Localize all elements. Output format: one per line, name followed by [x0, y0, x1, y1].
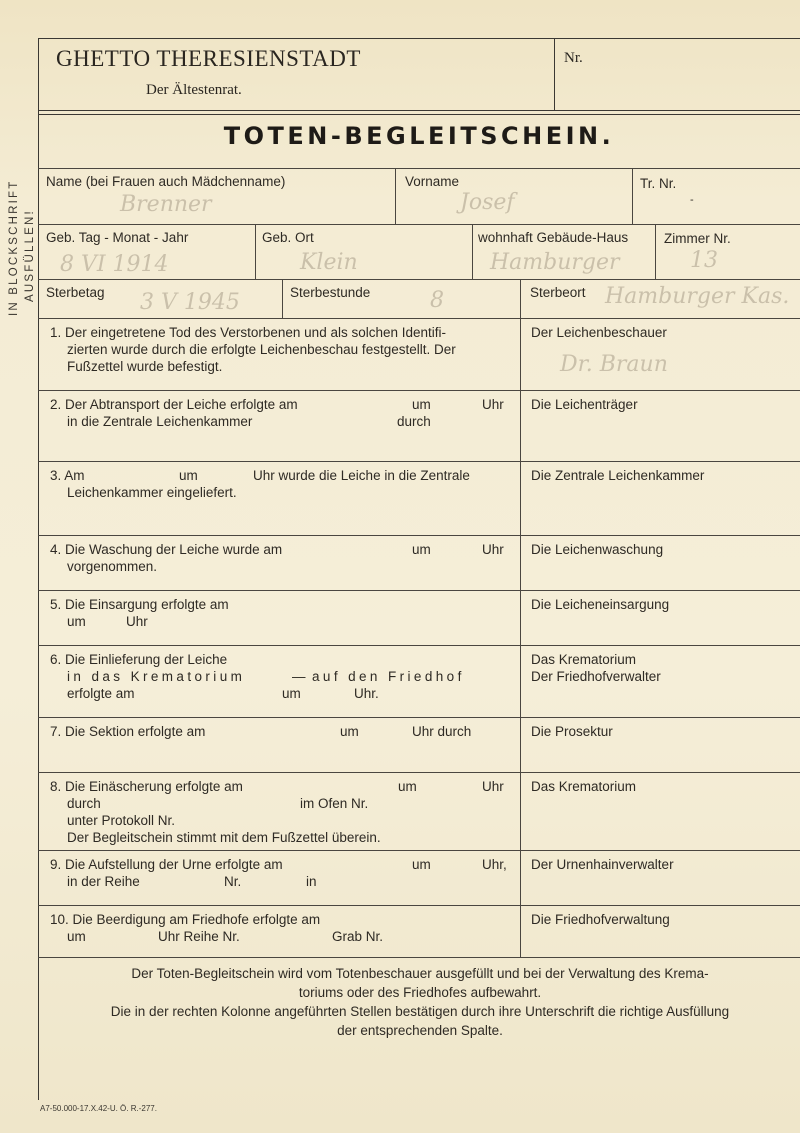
- procedure-row-7: [50, 723, 510, 740]
- row-line: [50, 668, 510, 685]
- grid-line: [255, 224, 256, 279]
- signatory-label: Der Urnenhainverwalter: [531, 857, 674, 872]
- procedure-row-9: [50, 856, 510, 890]
- row-line: [50, 467, 510, 484]
- procedure-row-1: [50, 324, 510, 375]
- signatory-4: [531, 541, 791, 558]
- row-text-segment: Uhr Reihe Nr.: [158, 929, 240, 944]
- signatory-label: Die Leichenwaschung: [531, 542, 664, 557]
- side-instruction-line-1: IN BLOCKSCHRIFT: [8, 179, 20, 316]
- grid-line: [655, 224, 656, 279]
- header-divider: [554, 38, 555, 110]
- row-line: [50, 558, 510, 575]
- grid-line: [38, 590, 800, 591]
- document-title: TOTEN-BEGLEITSCHEIN.: [223, 122, 615, 150]
- tr-nr-label: Tr. Nr.: [640, 176, 677, 191]
- row-text-segment: durch: [67, 796, 101, 811]
- footer-line-3: Die in der rechten Kolonne angeführten Stellen bestätigen durch ihre Unterschrift die richtige Ausfüllung: [110, 1004, 730, 1019]
- signature-value: Dr. Braun: [560, 352, 668, 377]
- row-text-segment: Der Begleitschein stimmt mit dem Fußzettel überein.: [67, 830, 381, 845]
- grid-line: [38, 535, 800, 536]
- row-line: [50, 358, 510, 375]
- grid-line: [38, 168, 800, 169]
- geb-tag-label: Geb. Tag - Monat - Jahr: [46, 230, 189, 245]
- row-text-segment: 6. Die Einlieferung der Leiche: [50, 652, 228, 667]
- zimmer-value: 13: [690, 248, 718, 273]
- vorname-label: Vorname: [405, 174, 460, 189]
- name-value: Brenner: [120, 192, 212, 217]
- signatory-label: Das Krematorium: [531, 652, 637, 667]
- row-line: [50, 685, 510, 702]
- signatory-label: Das Krematorium: [531, 779, 637, 794]
- row-text-segment: um: [412, 857, 431, 872]
- row-text-segment: um: [412, 397, 431, 412]
- row-text-segment: erfolgte am: [67, 686, 135, 701]
- signatory-8: [531, 778, 791, 795]
- sterbetag-value: 3 V 1945: [140, 290, 240, 315]
- grid-line: [38, 279, 800, 280]
- ghetto-title: GHETTO THERESIENSTADT: [56, 46, 361, 71]
- grid-line: [395, 168, 396, 224]
- row-line: [50, 778, 510, 795]
- grid-line: [472, 224, 473, 279]
- row-text-segment: Nr.: [224, 874, 242, 889]
- signatory-label: Die Friedhofverwaltung: [531, 912, 670, 927]
- signatory-label: Der Leichenbeschauer: [531, 325, 667, 340]
- procedure-row-8: [50, 778, 510, 846]
- row-text-segment: um: [67, 614, 86, 629]
- row-line: [50, 795, 510, 812]
- row-text-segment: Leichenkammer eingeliefert.: [67, 485, 237, 500]
- row-text-segment: Uhr durch: [412, 724, 472, 739]
- row-text-segment: 2. Der Abtransport der Leiche erfolgte am: [50, 397, 298, 412]
- nr-label: Nr.: [564, 50, 583, 66]
- grid-line: [38, 957, 800, 958]
- sterbestunde-value: 8: [430, 288, 444, 313]
- grid-line: [38, 461, 800, 462]
- grid-line: [282, 279, 283, 318]
- row-text-segment: Grab Nr.: [332, 929, 384, 944]
- signatory-label: Die Prosektur: [531, 724, 613, 739]
- row-text-segment: 8. Die Einäscherung erfolgte am: [50, 779, 243, 794]
- row-text-segment: zierten wurde durch die erfolgte Leichenbeschau festgestellt. Der: [67, 342, 456, 357]
- form-header: [38, 38, 800, 110]
- row-line: [50, 413, 510, 430]
- geb-tag-value: 8 VI 1914: [60, 252, 169, 277]
- procedure-row-6: [50, 651, 510, 702]
- print-code: A7-50.000-17.X.42-U. Ö. R.-277.: [40, 1104, 157, 1113]
- grid-line: [38, 318, 800, 319]
- row-text-segment: 4. Die Waschung der Leiche wurde am: [50, 542, 283, 557]
- procedure-row-3: [50, 467, 510, 501]
- sterbeort-label: Sterbeort: [530, 285, 586, 300]
- row-text-segment: um: [340, 724, 359, 739]
- wohnhaft-label: wohnhaft Gebäude-Haus: [478, 230, 629, 245]
- row-text-segment: um: [398, 779, 417, 794]
- geb-ort-value: Klein: [300, 250, 358, 275]
- signatory-2: [531, 396, 791, 413]
- row-text-segment: 3. Am: [50, 468, 85, 483]
- side-instruction-line-2: AUSFÜLLEN!: [24, 209, 36, 302]
- grid-line: [38, 390, 800, 391]
- row-line: [50, 723, 510, 740]
- procedure-row-2: [50, 396, 510, 430]
- signatory-5: [531, 596, 791, 613]
- row-text-segment: um: [179, 468, 198, 483]
- row-text-segment: vorgenommen.: [67, 559, 158, 574]
- signatory-7: [531, 723, 791, 740]
- footer-line-4: der entsprechenden Spalte.: [337, 1023, 503, 1038]
- row-line: [50, 324, 510, 341]
- row-text-segment: Uhr: [482, 542, 504, 557]
- row-text-segment: in der Reihe: [67, 874, 140, 889]
- row-text-segment: in: [306, 874, 317, 889]
- sterbeort-value: Hamburger Kas.: [605, 284, 790, 309]
- header-rule-1: [38, 110, 800, 111]
- row-text-segment: Uhr: [126, 614, 148, 629]
- zimmer-label: Zimmer Nr.: [664, 231, 731, 246]
- row-text-segment: Fußzettel wurde befestigt.: [67, 359, 223, 374]
- footer-line-1: Der Toten-Begleitschein wird vom Totenbeschauer ausgefüllt und bei der Verwaltung des Krema-: [131, 966, 709, 981]
- row-text-segment: unter Protokoll Nr.: [67, 813, 176, 828]
- grid-line: [632, 168, 633, 224]
- sterbestunde-label: Sterbestunde: [290, 285, 371, 300]
- row-text-segment: 7. Die Sektion erfolgte am: [50, 724, 206, 739]
- row-line: [50, 856, 510, 873]
- row-text-segment: 5. Die Einsargung erfolgte am: [50, 597, 229, 612]
- sterbetag-label: Sterbetag: [46, 285, 105, 300]
- grid-line: [38, 224, 800, 225]
- grid-line: [38, 645, 800, 646]
- signatory-10: [531, 911, 791, 928]
- row-line: [50, 829, 510, 846]
- row-text-segment: Uhr: [482, 397, 504, 412]
- header-rule-2: [38, 114, 800, 115]
- row-text-segment: in die Zentrale Leichenkammer: [67, 414, 253, 429]
- tr-nr-value: -: [690, 194, 694, 206]
- signatory-label: Die Leicheneinsargung: [531, 597, 670, 612]
- row-text-segment: durch: [397, 414, 431, 429]
- name-label: Name (bei Frauen auch Mädchenname): [46, 174, 286, 189]
- row-line: [50, 396, 510, 413]
- row-text-segment: Uhr,: [482, 857, 507, 872]
- grid-line: [520, 279, 521, 957]
- row-text-segment: —: [292, 669, 306, 684]
- signatory-label: Der Friedhofverwalter: [531, 669, 661, 684]
- row-line: [50, 651, 510, 668]
- grid-line: [38, 905, 800, 906]
- geb-ort-label: Geb. Ort: [262, 230, 314, 245]
- vorname-value: Josef: [460, 190, 515, 215]
- procedure-row-4: [50, 541, 510, 575]
- row-line: [50, 911, 510, 928]
- wohnhaft-value: Hamburger: [490, 250, 620, 275]
- procedure-row-10: [50, 911, 510, 945]
- signatory-label: Die Leichenträger: [531, 397, 638, 412]
- signatory-6: [531, 651, 791, 685]
- row-line: [50, 613, 510, 630]
- procedure-row-5: [50, 596, 510, 630]
- row-text-segment: in das Krematorium: [67, 669, 246, 684]
- row-text-segment: 10. Die Beerdigung am Friedhofe erfolgte am: [50, 912, 321, 927]
- row-line: [50, 873, 510, 890]
- footer-line-2: toriums oder des Friedhofes aufbewahrt.: [298, 985, 542, 1000]
- row-text-segment: Uhr wurde die Leiche in die Zentrale: [253, 468, 470, 483]
- grid-line: [38, 850, 800, 851]
- signatory-3: [531, 467, 791, 484]
- row-text-segment: Uhr.: [354, 686, 379, 701]
- row-line: [50, 928, 510, 945]
- council-subtitle: Der Ältestenrat.: [146, 82, 242, 98]
- row-line: [50, 812, 510, 829]
- signatory-9: [531, 856, 791, 873]
- row-line: [50, 541, 510, 558]
- row-text-segment: Uhr: [482, 779, 504, 794]
- signatory-label: Die Zentrale Leichenkammer: [531, 468, 705, 483]
- row-text-segment: auf den Friedhof: [312, 669, 465, 684]
- row-text-segment: 9. Die Aufstellung der Urne erfolgte am: [50, 857, 283, 872]
- grid-line: [38, 717, 800, 718]
- signatory-1: [531, 324, 791, 341]
- row-line: [50, 596, 510, 613]
- row-line: [50, 484, 510, 501]
- row-line: [50, 341, 510, 358]
- footer-note: [50, 964, 790, 1040]
- grid-line: [38, 772, 800, 773]
- row-text-segment: um: [412, 542, 431, 557]
- row-text-segment: um: [282, 686, 301, 701]
- row-text-segment: im Ofen Nr.: [300, 796, 369, 811]
- row-text-segment: um: [67, 929, 86, 944]
- row-text-segment: 1. Der eingetretene Tod des Verstorbenen und als solchen Identifi-: [50, 325, 447, 340]
